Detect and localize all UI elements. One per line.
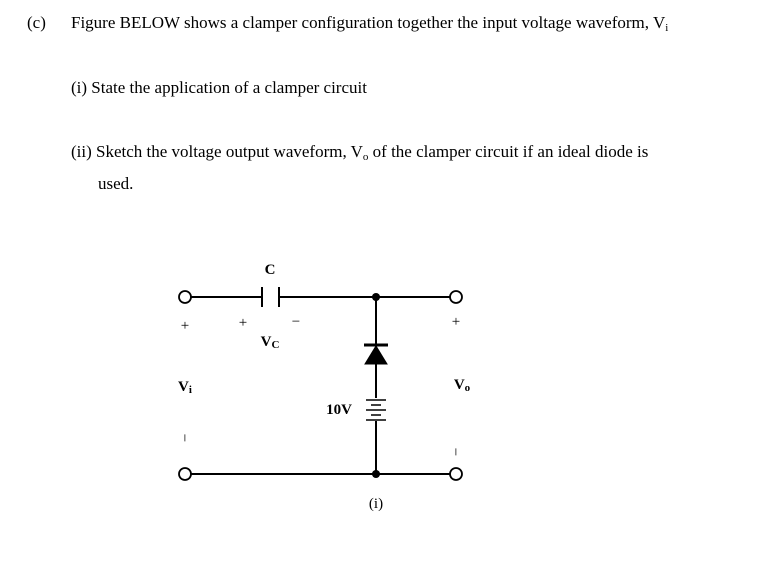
diode-symbol — [365, 346, 387, 364]
sub-question-ii-line-2: used. — [98, 174, 134, 193]
vc-label-main: V — [260, 334, 272, 350]
vi-label-main: V — [178, 379, 189, 395]
question-intro-text: Figure BELOW shows a clamper configuration together the input voltage waveform, V — [71, 13, 666, 32]
question-intro-subscript: i — [665, 22, 669, 34]
battery-voltage-label: 10V — [326, 402, 352, 418]
junction-bottom — [372, 470, 380, 478]
input-terminal-top — [179, 291, 191, 303]
figure-label: (i) — [368, 496, 384, 512]
vc-label-sub: C — [271, 339, 280, 351]
capacitor-minus-sign: − — [291, 314, 301, 330]
input-terminal-bottom — [179, 468, 191, 480]
output-plus-sign: + — [451, 314, 461, 330]
sub-question-ii-text-b: of the clamper circuit if an ideal diode is — [368, 142, 649, 161]
output-terminal-top — [450, 291, 462, 303]
capacitor-label: C — [264, 262, 276, 278]
vo-label-main: V — [453, 377, 465, 393]
vo-label-sub: o — [464, 382, 471, 394]
vi-label-sub: i — [188, 384, 192, 396]
sub-question-i: (i) State the application of a clamper circuit — [71, 78, 367, 97]
battery-symbol — [366, 400, 386, 420]
capacitor-plus-sign: + — [238, 315, 248, 331]
output-terminal-bottom — [450, 468, 462, 480]
sub-question-ii-subscript: o — [362, 151, 369, 163]
vi-label — [178, 379, 192, 396]
question-part-label: (c) — [27, 13, 46, 32]
sub-question-ii-text-a: (ii) Sketch the voltage output waveform, V — [71, 142, 363, 161]
output-minus-sign: − — [447, 447, 463, 457]
vc-label — [261, 334, 280, 351]
junction-top — [372, 293, 380, 301]
vo-label — [454, 377, 471, 394]
input-minus-sign: − — [176, 433, 192, 443]
input-plus-sign: + — [180, 318, 190, 334]
